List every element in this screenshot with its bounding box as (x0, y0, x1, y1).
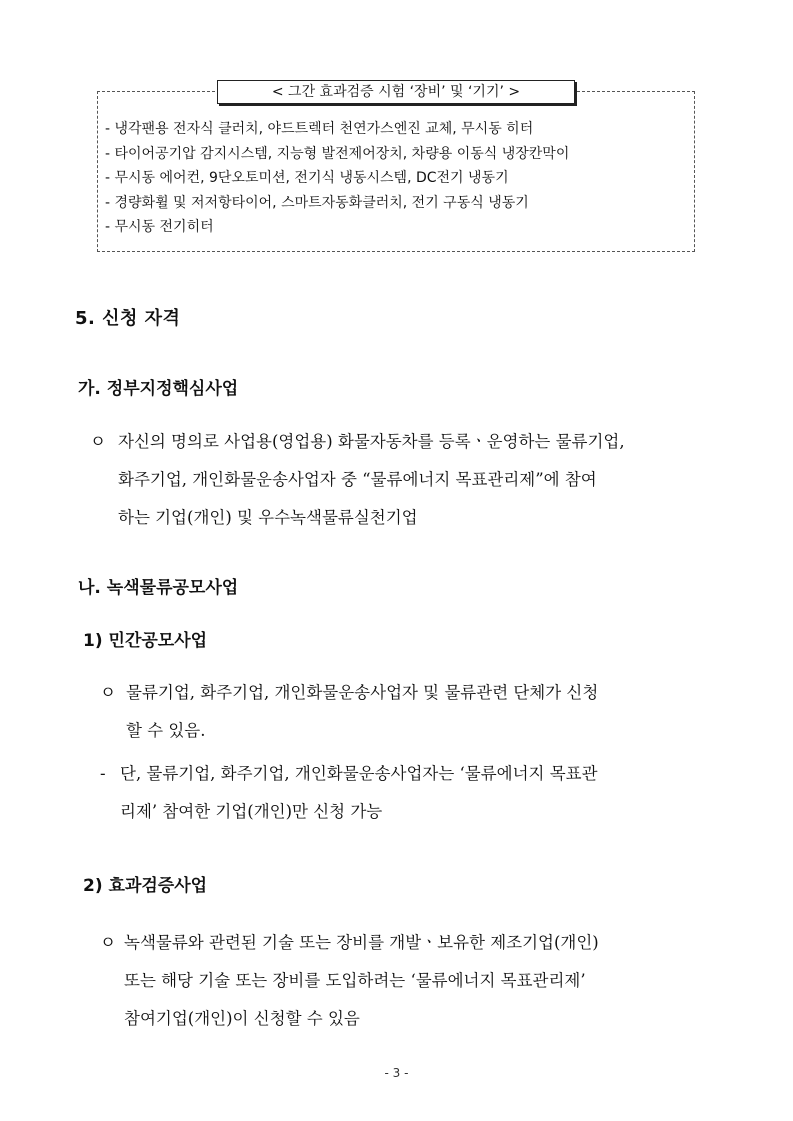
bullet-marker: ㅇ (100, 683, 116, 702)
paragraph-line: 또는 해당 기술 또는 장비를 도입하려는 ‘물류에너지 목표관리제’ (124, 971, 586, 990)
equipment-list (105, 117, 569, 240)
subsection-title-ga: 가. 정부지정핵심사업 (78, 379, 239, 399)
list-item: - 타이어공기압 감지시스템, 지능형 발전제어장치, 차량용 이동식 냉장칸막이 (105, 145, 570, 162)
paragraph-ga (90, 423, 625, 537)
paragraph-part1 (100, 674, 598, 750)
box-title: < 그간 효과검증 시험 ‘장비’ 및 ‘기기’ > (217, 80, 575, 104)
paragraph-line: 물류기업, 화주기업, 개인화물운송사업자 및 물류관련 단체가 신청 (126, 683, 599, 702)
list-item: - 냉각팬용 전자식 클러치, 야드트렉터 천연가스엔진 교체, 무시동 히터 (105, 121, 534, 137)
paragraph-line: 하는 기업(개인) 및 우수녹색물류실천기업 (118, 508, 418, 527)
dash-marker: - (100, 764, 106, 783)
part-title-2: 2) 효과검증사업 (83, 876, 208, 896)
paragraph-line: 녹색물류와 관련된 기술 또는 장비를 개발ㆍ보유한 제조기업(개인) (124, 933, 599, 952)
subsection-title-na: 나. 녹색물류공모사업 (78, 578, 239, 598)
paragraph-line: 자신의 명의로 사업용(영업용) 화물자동차를 등록ㆍ운영하는 물류기업, (118, 432, 625, 451)
paragraph-line: 단, 물류기업, 화주기업, 개인화물운송사업자는 ‘물류에너지 목표관 (120, 764, 598, 783)
paragraph-part2 (100, 924, 599, 1038)
paragraph-line: 참여기업(개인)이 신청할 수 있음 (124, 1009, 360, 1028)
part-title-1: 1) 민간공모사업 (83, 631, 208, 651)
section-title: 5. 신청 자격 (75, 308, 181, 329)
list-item: - 무시동 전기히터 (105, 219, 214, 235)
paragraph-line: 할 수 있음. (126, 721, 206, 740)
bullet-marker: ㅇ (100, 933, 116, 952)
list-item: - 무시동 에어컨, 9단오토미션, 전기식 냉동시스템, DC전기 냉동기 (105, 170, 509, 186)
page-number: - 3 - (384, 1066, 409, 1080)
paragraph-line: 리제’ 참여한 기업(개인)만 신청 가능 (120, 802, 383, 821)
paragraph-part1-note (100, 755, 598, 831)
list-item: - 경량화휠 및 저저항타이어, 스마트자동화클러치, 전기 구동식 냉동기 (105, 194, 529, 211)
paragraph-line: 화주기업, 개인화물운송사업자 중 “물류에너지 목표관리제”에 참여 (118, 470, 597, 489)
bullet-marker: ㅇ (90, 432, 106, 451)
